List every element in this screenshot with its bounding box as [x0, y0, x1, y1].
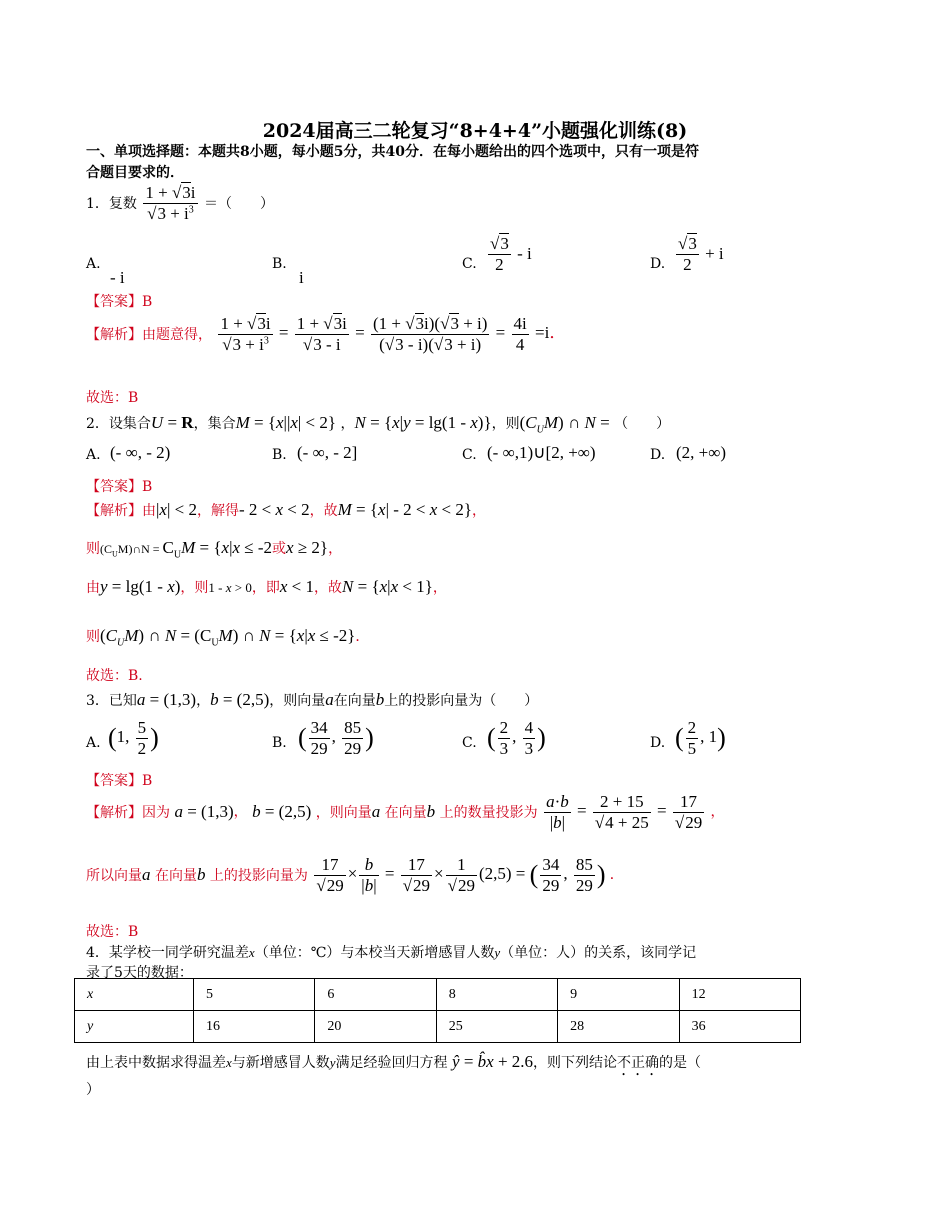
q3-option-a-letter: A.: [86, 735, 101, 751]
question-1-fraction: $\frac{1 + √3i}{√3 + i^3}$: [145, 183, 196, 223]
table-header-y: y: [75, 1011, 194, 1043]
q3-option-b-value: ( $\frac{34}{29}$ , $\frac{85}{29}$ ): [298, 718, 374, 758]
q2-analysis-line1: 【解析】由|x| < 2，解得- 2 < x < 2，故M = {x| - 2 < x < 2}，: [86, 500, 487, 519]
q2-answer: 【答案】B: [86, 479, 153, 495]
q1-option-a-value: - i: [110, 268, 125, 287]
q3-analysis-line1: 【解析】因为 a = (1,3)， b = (2,5) ，则向量a 在向量b 上的数量投影为 $\frac{a\cdot b}{|b|}$ = $\frac{2 + 15}{√4 + 25}$ = $\frac{17}{√29}$ ，: [86, 792, 725, 832]
q1-analysis-text: 由题意得，: [142, 327, 212, 344]
table-cell: 12: [679, 979, 800, 1011]
q2-option-b-letter: B.: [272, 447, 287, 463]
q2-option-d-letter: D.: [650, 447, 666, 463]
q1-option-c-value: $\frac{√3}{2}$ - i: [490, 234, 532, 274]
q1-analysis: [86, 314, 566, 354]
q2-conclusion: 故选：B.: [86, 668, 143, 684]
analysis-label: 【解析】: [86, 327, 142, 344]
table-cell: 9: [558, 979, 679, 1011]
question-3: 3．已知a = (1,3)，b = (2,5)，则向量a在向量b上的投影向量为（ ）: [86, 690, 539, 709]
section-header-line2: 合题目要求的．: [86, 165, 184, 181]
q2-option-c-value: (- ∞,1)∪[2, +∞): [487, 443, 596, 462]
question-4-statement: 由上表中数据求得温差x与新增感冒人数y满足经验回归方程 ŷ = b̂x + 2.6，则下列结论不正确的是（: [86, 1052, 702, 1071]
page-title: 2024届高三二轮复习“8+4+4”小题强化训练(8): [262, 120, 688, 142]
question-4-line1: 4．某学校一同学研究温差x（单位：℃）与本校当天新增感冒人数y（单位：人）的关系，该同学记: [86, 945, 697, 961]
question-4-line2: 录了5天的数据：: [86, 965, 193, 981]
q1-option-d-tail: + i: [705, 244, 724, 264]
section-header-line1: 一、单项选择题：本题共8小题，每小题5分，共40分．在每小题给出的四个选项中，只有一项是符: [86, 144, 699, 160]
q3-conclusion: 故选：B: [86, 924, 139, 940]
question-2: 2．设集合U = R，集合M = {x||x| < 2} ，N = {x|y = lg(1 - x)}，则$(C_UM)$ ∩ N = （ ）: [86, 413, 671, 436]
table-cell: 25: [436, 1011, 557, 1043]
q2-option-d-value: (2, +∞): [676, 443, 727, 462]
question-1-blank: ＝（ ）: [203, 196, 274, 213]
q1-option-d-letter: D.: [650, 256, 666, 272]
q2-analysis-line3: 由y = lg(1 - x)，则1 - x > 0，即x < 1，故N = {x|x < 1}，: [86, 577, 447, 596]
q2-analysis-line4: 则$(C_UM)$ ∩ $N = (C_UM)$ ∩ N = {x|x ≤ -2}．: [86, 626, 370, 649]
q2-option-b-value: (- ∞, - 2]: [297, 443, 358, 462]
question-2-blank: （ ）: [614, 416, 671, 432]
analysis-label: 【解析】: [86, 805, 142, 822]
question-2-mid: ，集合: [193, 416, 236, 432]
q3-analysis-line2: 所以向量a 在向量b 上的投影向量为 $\frac{17}{√29}$ × $\frac{b}{|b|}$ = $\frac{17}{√29}$ × $\frac{1}{√29}$ (2,5) = ( $\frac{34}{29}$ , $\frac{85}{29}$ ) ．: [86, 855, 624, 895]
q3-answer: 【答案】B: [86, 773, 153, 789]
table-cell: 8: [436, 979, 557, 1011]
q3-option-c-letter: C.: [462, 735, 477, 751]
q2-option-a-value: (- ∞, - 2): [110, 443, 171, 462]
question-2-then: ，则: [491, 416, 520, 432]
q1-option-b-letter: B.: [272, 256, 287, 272]
q2-option-a-letter: A.: [86, 447, 101, 463]
q1-option-a-letter: A.: [86, 256, 101, 272]
q3-option-d-letter: D.: [650, 735, 666, 751]
q1-result: =i: [535, 322, 550, 342]
q3-option-a-value: (1, $\frac{5}{2}$ ): [108, 718, 159, 758]
q1-answer: 【答案】B: [86, 294, 153, 310]
q3-option-b-letter: B.: [272, 735, 287, 751]
table-cell: 6: [315, 979, 436, 1011]
q1-option-b-value: i: [299, 268, 304, 287]
q4-data-table: [74, 978, 801, 1043]
table-row: [75, 979, 801, 1011]
table-header-x: x: [75, 979, 194, 1011]
table-cell: 16: [194, 1011, 315, 1043]
question-1: [86, 183, 274, 223]
analysis-label: 【解析】: [86, 503, 142, 519]
question-1-prefix: 1．复数: [86, 196, 137, 213]
q1-option-c-letter: C.: [462, 256, 477, 272]
q3-option-c-value: ( $\frac{2}{3}$ , $\frac{4}{3}$ ): [487, 718, 546, 758]
table-cell: 20: [315, 1011, 436, 1043]
q2-option-c-letter: C.: [462, 447, 477, 463]
question-4-close-paren: ）: [86, 1082, 100, 1098]
table-cell: 5: [194, 979, 315, 1011]
q3-option-d-value: ( $\frac{2}{5}$ , 1): [675, 718, 726, 758]
q1-option-d-value: $\frac{√3}{2}$ + i: [678, 234, 724, 274]
q1-option-c-tail: - i: [517, 244, 532, 264]
table-cell: 28: [558, 1011, 679, 1043]
q1-analysis-formula: $\frac{1 + √3i}{√3 + i^3}$ = $\frac{1 + √3i}{√3 - i}$ = $\frac{(1 + √3i)(√3 + i)}{(√3 - i)(√3 + i)}$ = $\frac{4i}{4}$ =i．: [220, 314, 567, 354]
q1-conclusion: 故选：B: [86, 390, 139, 406]
table-row: [75, 1011, 801, 1043]
table-cell: 36: [679, 1011, 800, 1043]
question-2-prefix: 2．设集合: [86, 416, 151, 432]
q2-analysis-line2: 则$(C_UM)\cap N = C_UM = \{x|x \le -2$或x ≥ 2}，: [86, 538, 343, 561]
